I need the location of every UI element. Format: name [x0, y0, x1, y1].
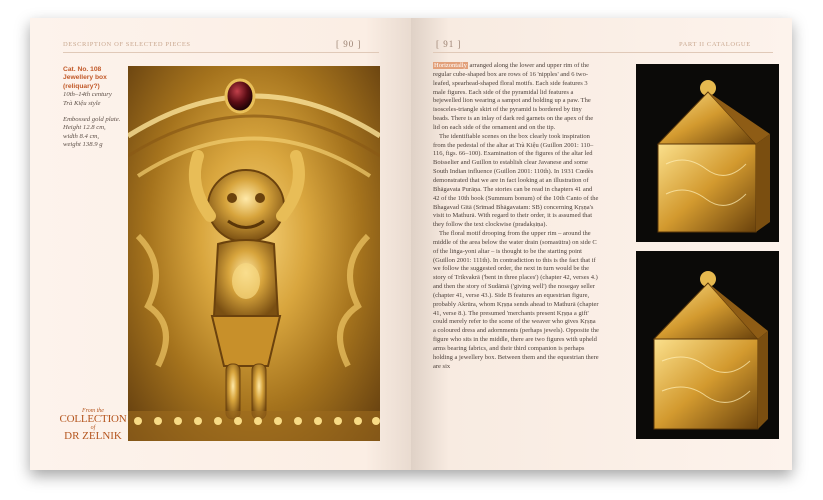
paragraph-3: The floral motif drooping from the upper rim – around the middle of the area below the water drain (somasūtra) on side C of the liṅga-yoni altar – is thought to be the starting point (Guillon 2001: 111th). In contradiction to this is the fact that if we follow the suggested order, the next in turn would be the story of Trikvakrā ('bent in three places') (chapter 42, verses 4.) and then the story of Sudāmā ('giving well') the nosegay seller (chapter 41, verse 43.). Side B features an equestrian figure, probably Akrūra, whom Kṛṣṇa sends ahead to Mathurā (chapter 41, verse 8.). The presumed 'merchants present Kṛṣṇa a gift' could merely refer to the scene of the weaver who gives Kṛṣṇa a coloured dress and adornments (perhaps jewels). Opposite the figure who sits in the middle, there are two figures with upheld arms bearing fabrics, and their third companion is perhaps holding a jewellery box. Between them and the equestrian there are six	[433, 230, 599, 370]
item-height: Height 12.8 cm,	[63, 124, 106, 132]
item-medium: Embossed gold plate.	[63, 116, 121, 124]
right-page-number: [ 91 ]	[436, 39, 462, 49]
logo-line4: DR ZELNIK	[64, 430, 122, 442]
left-page-number: [ 90 ]	[336, 39, 362, 49]
item-title-sub: (reliquary?)	[63, 82, 100, 90]
item-width: width 8.4 cm,	[63, 132, 100, 140]
left-page	[30, 18, 411, 470]
logo-line2: COLLECTION	[59, 413, 127, 425]
right-page	[411, 18, 792, 470]
collection-logo	[58, 408, 128, 441]
box-photo-bottom	[636, 251, 779, 439]
gold-detail-photo	[128, 66, 380, 441]
paragraph-2: The identifiable scenes on the box clearly took inspiration from the pedestal of the altar at Trà Kiệu (Guillon 2001: 110–116, figs. 66–100). Examination of the figures of the altar led Boisselier and Guillon to establish clear Javanese and some South Indian influence (Guillon 2001: 110th). In 1931 Cœdès demonstrated that we are in fact looking at an illustration of Bhāgavata Purāṇa. The stories can be read in chapters 41 and 42 of the 10th book (Summum bonum) of the 10th Canto of the Bhagavad Gītā (Srīmad Bhāgavatam: SB) concerning Kṛṣṇa's visit to Mathurā. With regard to their order, it is assumed that they follow the text clockwise (pradakṣiṇa).	[433, 132, 599, 229]
highlighted-word[interactable]: Horizontally	[434, 62, 467, 69]
item-date: 10th–14th century	[63, 91, 112, 99]
body-text	[433, 62, 599, 372]
logo-line3: of	[90, 425, 96, 431]
logo-line1: From the	[82, 408, 104, 414]
paragraph-1: Horizontally arranged along the lower and upper rim of the regular cube-shaped box are rows of 16 'nipples' and 6 two-leafed, spearhead-shaped floral motifs. Each side features 3 male figures. Each side of the pyramidal lid features a bejewelled lion wearing a sampot and holding up a paw. The isosceles-triangle skirt of the pyramid is bordered by tiny beads. There is an inlay of dark red garnets on the apex of the lid on each side of the ornament and on the tip.	[433, 62, 594, 131]
left-running-head: DESCRIPTION OF SELECTED PIECES	[63, 41, 191, 48]
cat-no: Cat. No. 108	[63, 66, 102, 73]
item-weight: weight 138.9 g	[63, 141, 103, 149]
book-spread	[30, 18, 792, 470]
left-header-rule	[63, 52, 379, 53]
right-running-head: PART II CATALOGUE	[679, 41, 751, 48]
item-title: Jewellery box	[63, 74, 107, 82]
item-style: Trà Kiệu style	[63, 99, 101, 107]
box-photo-top	[636, 64, 779, 242]
right-header-rule	[433, 52, 773, 53]
